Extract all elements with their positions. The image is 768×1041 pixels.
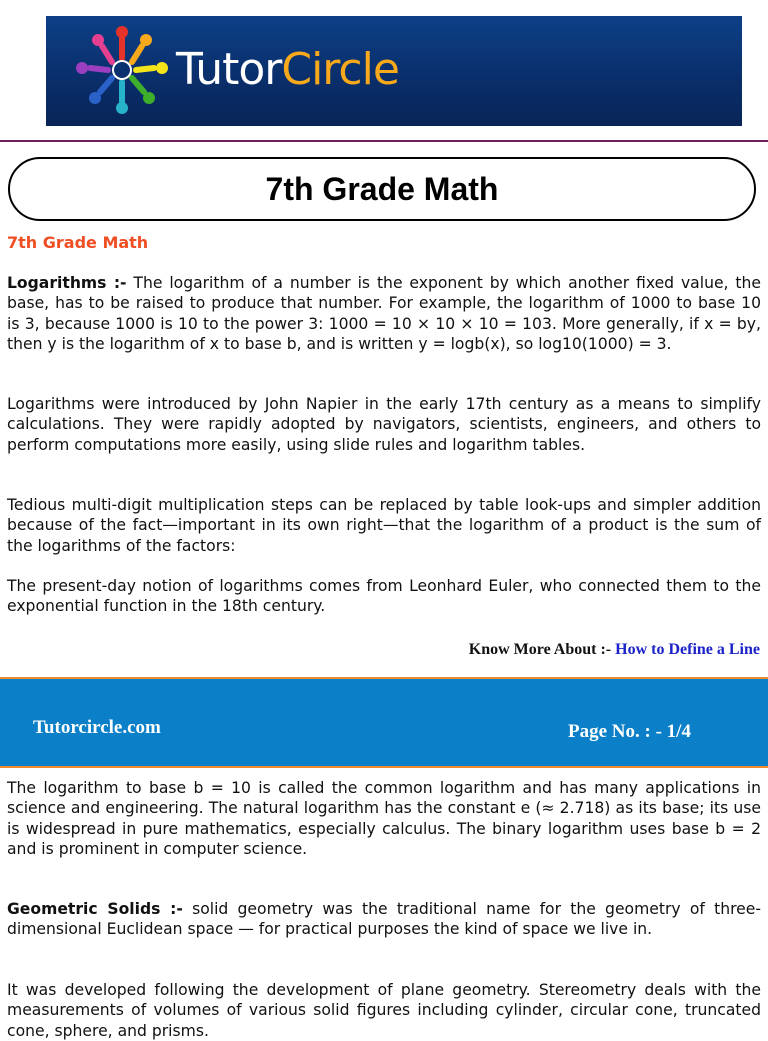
logarithms-text: The logarithm of a number is the exponent by which another fixed value, the base, has to be raised to produce that number. For example, the logarithm of 1000 to base 10 is 3, because 1000 is 10 to the power 3: 1000 = 10 × 10 × 10 = 103. More generally, if x = by, then y is the logarithm of x to base b, and is written y = logb(x), so log10(1000) = 3. bbox=[7, 274, 761, 354]
footer-site-link[interactable]: Tutorcircle.com bbox=[33, 717, 161, 738]
geometric-solids-label: Geometric Solids :- bbox=[7, 900, 183, 918]
brand-part-tutor: Tutor bbox=[176, 44, 282, 95]
brand-name bbox=[176, 44, 399, 96]
know-more-link[interactable]: How to Define a Line bbox=[615, 641, 760, 658]
footer-bar bbox=[0, 677, 768, 768]
tutorcircle-logo-icon bbox=[72, 24, 172, 114]
page-number: Page No. : - 1/4 bbox=[568, 721, 691, 742]
paragraph-euler: The present-day notion of logarithms comes from Leonhard Euler, who connected them to the exponential function in the 18th century. bbox=[7, 577, 761, 616]
header-divider bbox=[0, 140, 768, 142]
paragraph-stereometry: It was developed following the development of plane geometry. Stereometry deals with the measurements of volumes of various solid figures including cylinder, circular cone, truncated cone, sphere, and prisms. bbox=[7, 981, 761, 1040]
geometric-solids-text: solid geometry was the traditional name for the geometry of three-dimensional Euclidean space — for practical purposes the kind of space we live in. bbox=[7, 900, 761, 939]
know-more bbox=[469, 641, 760, 659]
page-title: 7th Grade Math bbox=[265, 170, 499, 207]
paragraph-multiplication: Tedious multi-digit multiplication steps can be replaced by table look-ups and simpler addition because of the fact—important in its own right—that the logarithm of a product is the sum of the logarithms of the factors: bbox=[7, 496, 761, 555]
paragraph-logarithms bbox=[7, 273, 761, 355]
paragraph-geometric-solids bbox=[7, 899, 761, 940]
brand-part-circle: Circle bbox=[281, 44, 399, 95]
header-banner bbox=[46, 16, 742, 126]
paragraph-common-logarithm: The logarithm to base b = 10 is called the common logarithm and has many applications in science and engineering. The natural logarithm has the constant e (≈ 2.718) as its base; its use is widespread in pure mathematics, especially calculus. The binary logarithm uses base b = 2 and is prominent in computer science. bbox=[7, 779, 761, 859]
title-box bbox=[8, 157, 756, 221]
know-more-label: Know More About :- bbox=[468, 641, 616, 658]
logarithms-label: Logarithms :- bbox=[7, 274, 127, 292]
section-title: 7th Grade Math bbox=[7, 233, 149, 252]
paragraph-napier: Logarithms were introduced by John Napier in the early 17th century as a means to simplify calculations. They were rapidly adopted by navigators, scientists, engineers, and others to perform computations more easily, using slide rules and logarithm tables. bbox=[7, 395, 761, 454]
